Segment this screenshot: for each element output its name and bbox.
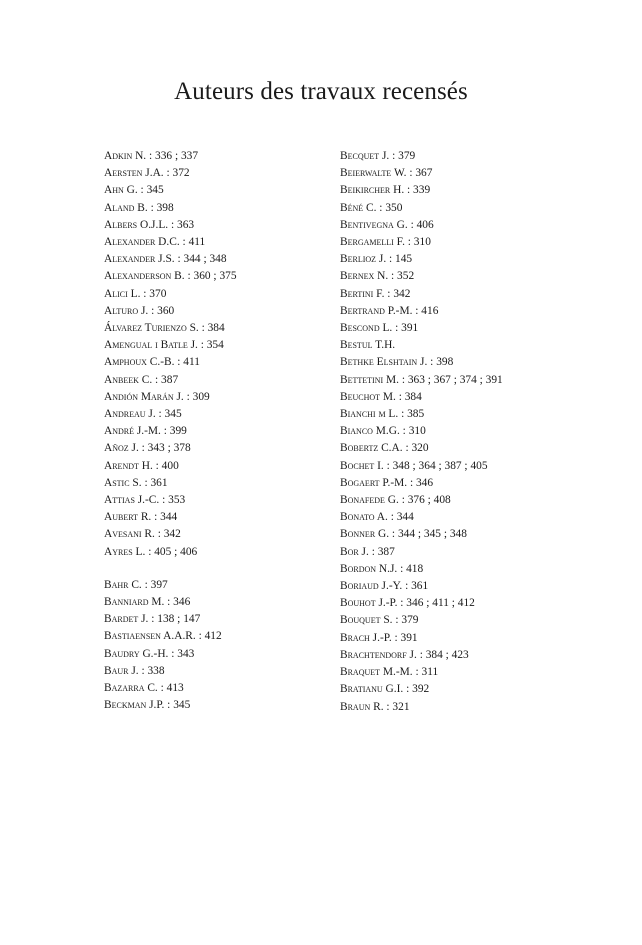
page-references: : 384 [198, 322, 225, 335]
index-entry [340, 475, 610, 492]
page-references: : 399 [160, 425, 187, 438]
page-references: : 342 [154, 528, 181, 541]
index-entry [340, 165, 610, 182]
author-name: Bastiaensen A.A.R. [104, 630, 196, 643]
index-entry [104, 646, 354, 663]
author-name: Bianchi m L. [340, 408, 399, 421]
page-references: : 343 ; 378 [138, 442, 191, 455]
author-name: Béné C. [340, 201, 377, 214]
page-references: : 376 ; 408 [398, 494, 451, 507]
author-name: Astic S. [104, 476, 142, 489]
page-references: : 367 [406, 167, 433, 180]
page-references: : 361 [141, 476, 168, 489]
index-entry [104, 526, 354, 543]
author-name: Alexanderson B. [104, 270, 185, 283]
author-name: Alturo J. [104, 304, 149, 317]
author-name: Aland B. [104, 201, 148, 214]
index-entry [104, 628, 354, 645]
index-entry [104, 492, 354, 509]
author-name: Ayres L. [104, 545, 146, 558]
index-entry [340, 630, 610, 647]
page-references: : 342 [384, 287, 411, 300]
index-entry [340, 681, 610, 698]
page-references: : 344 [387, 511, 414, 524]
page-references: : 345 [137, 184, 164, 197]
author-name: Bettetini M. [340, 373, 399, 386]
author-name: Berlioz J. [340, 253, 387, 266]
author-name: Aubert R. [104, 511, 152, 524]
page-references: : 344 ; 348 [174, 253, 227, 266]
page-references: : 343 [168, 647, 195, 660]
index-entry [104, 423, 354, 440]
author-name: Bordon N.J. [340, 562, 398, 575]
page-references: : 360 [148, 304, 175, 317]
index-entry [340, 337, 610, 354]
author-name: Beuchot M. [340, 390, 396, 403]
index-entry [340, 578, 610, 595]
author-name: Amengual i Batle J. [104, 339, 198, 352]
page-references: : 321 [383, 700, 410, 713]
author-name: Amphoux C.-B. [104, 356, 175, 369]
author-name: Beikircher H. [340, 184, 405, 197]
page-references: : 391 [392, 322, 419, 335]
author-name: Brachtendorf J. [340, 648, 417, 661]
author-name: Anbeek C. [104, 373, 153, 386]
author-name: Andión Marán J. [104, 390, 184, 403]
author-name: Bor J. [340, 545, 369, 558]
author-name: Bentivegna G. [340, 218, 408, 231]
page-references: : 384 ; 423 [416, 648, 469, 661]
author-name: Boriaud J.-Y. [340, 580, 403, 593]
page-references: : 400 [152, 459, 179, 472]
author-name: Albers O.J.L. [104, 218, 169, 231]
index-entry [104, 611, 354, 628]
index-entry [104, 200, 354, 217]
index-entry [340, 440, 610, 457]
author-name: Bestul T.H. [340, 339, 396, 352]
author-name: Bonafede G. [340, 494, 399, 507]
page-references: : 361 [402, 580, 429, 593]
author-name: Álvarez Turienzo S. [104, 322, 199, 335]
index-entry [340, 544, 610, 561]
author-name: Avesani R. [104, 528, 155, 541]
index-entry [104, 286, 354, 303]
author-name: Bernex N. [340, 270, 389, 283]
page-references: : 310 [399, 425, 426, 438]
page-references: : 138 ; 147 [148, 613, 201, 626]
page-references: : 350 [376, 201, 403, 214]
page-references: : 309 [183, 390, 210, 403]
author-name: Andreau J. [104, 408, 156, 421]
author-name: Arendt H. [104, 459, 153, 472]
index-entry [340, 664, 610, 681]
page-references: : 397 [141, 578, 168, 591]
author-name: Brach J.-P. [340, 631, 392, 644]
index-entry [340, 286, 610, 303]
index-entry [340, 509, 610, 526]
index-entry [340, 200, 610, 217]
index-entry [104, 303, 354, 320]
index-entry [104, 697, 354, 714]
page-references: : 379 [392, 614, 419, 627]
page-references: : 416 [412, 304, 439, 317]
page-references: : 345 [164, 699, 191, 712]
page-references: : 385 [398, 408, 425, 421]
author-name: Bazarra C. [104, 682, 158, 695]
index-entry [340, 406, 610, 423]
page-references: : 413 [157, 682, 184, 695]
letter-group-gap [104, 561, 354, 577]
author-name: Bethke Elshtain J. [340, 356, 428, 369]
page-references: : 391 [391, 631, 418, 644]
index-entry [104, 475, 354, 492]
index-entry [104, 509, 354, 526]
page-references: : 336 ; 337 [146, 150, 199, 162]
author-name: Baur J. [104, 664, 139, 677]
index-entry [104, 217, 354, 234]
page-references: : 406 [407, 218, 434, 231]
author-name: Bouquet S. [340, 614, 393, 627]
author-name: Bobertz C.A. [340, 442, 403, 455]
index-entry [104, 182, 354, 199]
author-name: Baudry G.-H. [104, 647, 169, 660]
page-references: : 352 [388, 270, 415, 283]
index-entry [340, 217, 610, 234]
author-name: Alexander D.C. [104, 236, 180, 249]
author-name: Bahr C. [104, 578, 142, 591]
index-entry [340, 372, 610, 389]
index-entry [104, 458, 354, 475]
page-references: : 405 ; 406 [145, 545, 198, 558]
page-references: : 360 ; 375 [184, 270, 237, 283]
page-references: : 372 [163, 167, 190, 180]
author-name: Becquet J. [340, 150, 390, 162]
author-name: Bianco M.G. [340, 425, 400, 438]
index-entry [104, 165, 354, 182]
index-entry [104, 440, 354, 457]
page-references: : 344 [151, 511, 178, 524]
author-name: Bardet J. [104, 613, 149, 626]
page-references: : 353 [159, 494, 186, 507]
page-references: : 379 [389, 150, 416, 162]
index-entry [104, 680, 354, 697]
index-entry [340, 268, 610, 285]
author-name: Bogaert P.-M. [340, 476, 408, 489]
author-name: Attias J.-C. [104, 494, 160, 507]
index-entry [104, 406, 354, 423]
author-name: Bertrand P.-M. [340, 304, 413, 317]
page-references: : 345 [155, 408, 182, 421]
author-name: Bergamelli F. [340, 236, 405, 249]
page-title: Auteurs des travaux recensés [174, 78, 468, 105]
author-name: Banniard M. [104, 596, 165, 609]
page-references: : 387 [368, 545, 395, 558]
index-entry [104, 577, 354, 594]
index-entry [104, 663, 354, 680]
page-references: : 398 [427, 356, 454, 369]
index-entry [340, 389, 610, 406]
author-name: Adkin N. [104, 150, 147, 162]
author-name: Alici L. [104, 287, 141, 300]
index-entry [104, 268, 354, 285]
index-entry [340, 526, 610, 543]
author-name: Aersten J.A. [104, 167, 164, 180]
author-name: Ahn G. [104, 184, 138, 197]
author-name: Bouhot J.-P. [340, 597, 398, 610]
page-references: : 392 [403, 683, 430, 696]
page-references: : 145 [386, 253, 413, 266]
index-entry [104, 320, 354, 337]
page-references: : 363 [168, 218, 195, 231]
index-entry [340, 303, 610, 320]
index-entry [104, 251, 354, 268]
index-column-right [340, 148, 610, 716]
page-references: : 348 ; 364 ; 387 ; 405 [383, 459, 488, 472]
index-entry [340, 423, 610, 440]
index-entry [104, 372, 354, 389]
page-references: : 387 [152, 373, 179, 386]
index-entry [340, 492, 610, 509]
index-entry [104, 234, 354, 251]
index-entry [104, 148, 354, 165]
page-references: : 411 [179, 236, 206, 249]
page-references: : 411 [174, 356, 200, 369]
page-references: : 346 [407, 476, 434, 489]
page-references: : 384 [395, 390, 422, 403]
index-entry [104, 594, 354, 611]
index-entry [340, 561, 610, 578]
index-entry [340, 234, 610, 251]
author-name: Beierwalte W. [340, 167, 407, 180]
index-entry [340, 458, 610, 475]
index-entry [104, 337, 354, 354]
page-references: : 370 [140, 287, 167, 300]
index-entry [340, 612, 610, 629]
index-column-left [104, 148, 354, 715]
author-name: Bratianu G.I. [340, 683, 404, 696]
index-entry [340, 699, 610, 716]
index-entry [340, 182, 610, 199]
author-name: Bertini F. [340, 287, 385, 300]
author-name: André J.-M. [104, 425, 161, 438]
index-entry [340, 595, 610, 612]
page-references: : 398 [147, 201, 174, 214]
page-references: : 346 ; 411 ; 412 [397, 597, 475, 610]
page-references: : 363 ; 367 ; 374 ; 391 [398, 373, 503, 386]
author-name: Alexander J.S. [104, 253, 175, 266]
index-entry [340, 148, 610, 165]
index-entry [340, 647, 610, 664]
author-name: Bochet I. [340, 459, 384, 472]
page-references: : 310 [404, 236, 431, 249]
page-references: : 346 [164, 596, 191, 609]
index-entry [340, 354, 610, 371]
author-name: Bescond L. [340, 322, 393, 335]
index-entry [104, 389, 354, 406]
page-references: : 418 [397, 562, 424, 575]
page-references: : 344 ; 345 ; 348 [389, 528, 467, 541]
index-entry [340, 251, 610, 268]
index-entry [104, 544, 354, 561]
page-references: : 320 [402, 442, 429, 455]
page-references: : 412 [195, 630, 222, 643]
author-name: Braun R. [340, 700, 384, 713]
index-entry [340, 320, 610, 337]
author-name: Bonner G. [340, 528, 390, 541]
page-references: : 311 [412, 666, 439, 679]
page-references: : 339 [404, 184, 431, 197]
author-name: Beckman J.P. [104, 699, 165, 712]
author-name: Braquet M.-M. [340, 666, 413, 679]
page-references: : 338 [138, 664, 165, 677]
page-references: : 354 [197, 339, 224, 352]
author-name: Bonato A. [340, 511, 388, 524]
author-name: Añoz J. [104, 442, 139, 455]
index-entry [104, 354, 354, 371]
